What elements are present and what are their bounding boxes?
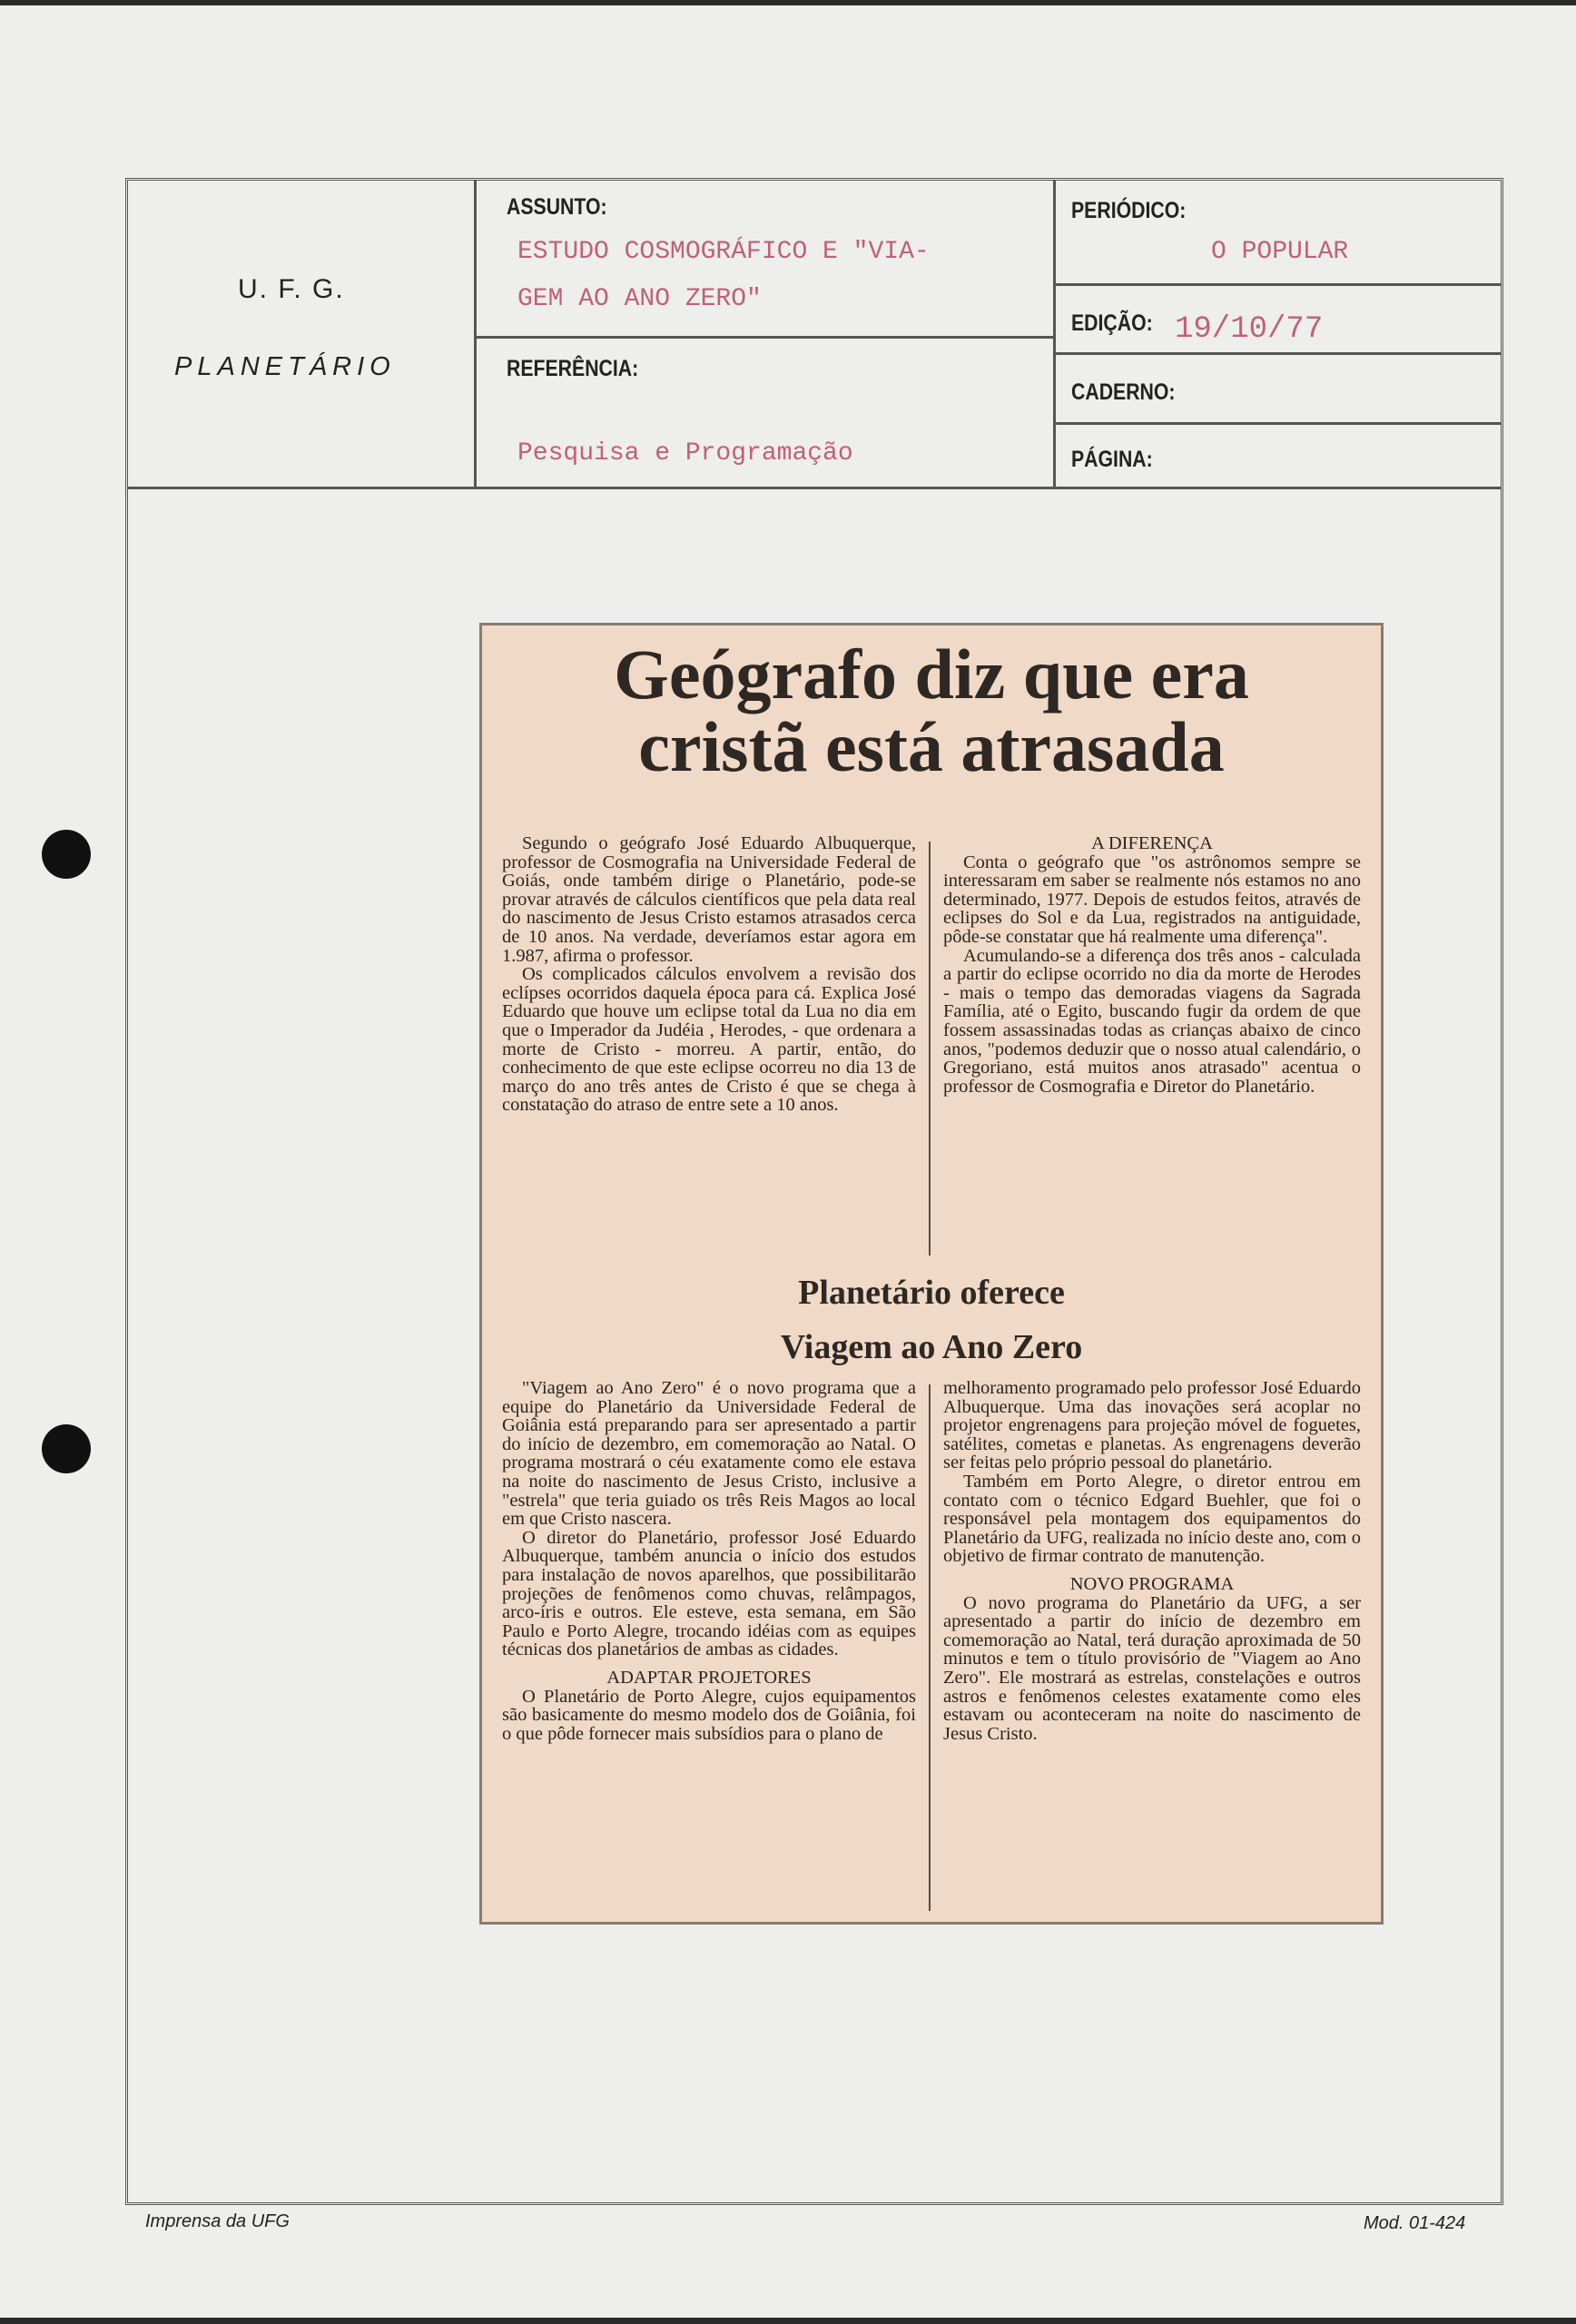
caderno-rule	[1056, 422, 1501, 425]
article-column-4	[943, 1379, 1361, 1743]
assunto-value-line1: ESTUDO COSMOGRÁFICO E "VIA-	[517, 238, 930, 266]
headline-line1: Geógrafo diz que era	[614, 635, 1249, 714]
pagina-label: PÁGINA:	[1071, 447, 1153, 472]
assunto-value-line2: GEM AO ANO ZERO"	[517, 285, 762, 313]
col4-paragraph-2: Também em Porto Alegre, o diretor entrou em contato com o técnico Edgard Buehler, que foi o responsável pela montagem dos equipamentos do Planetário da UFG, realizada no início deste ano, com o objetivo de firmar contrato de manutenção.	[943, 1471, 1361, 1567]
col4-paragraph-1: melhoramento programado pelo professor José Eduardo Albuquerque. Uma das inovações será acoplar no projetor engrenagens para projeção móvel de foguetes, satélites, cometas e planetas. As engrenagens deverão ser feitas pelo próprio pessoal do planetário.	[943, 1378, 1361, 1473]
header-divider-left	[474, 181, 477, 489]
article-column-3	[502, 1379, 916, 1743]
footer-printer: Imprensa da UFG	[145, 2211, 290, 2231]
col2-paragraph-1: Conta o geógrafo que "os astrônomos sempre se interessaram em saber se realmente nós estamos no ano determinado, 1977. Depois de estudos feitos, através de eclipses do Sol e da Lua, registrados na antiguidade, pôde-se constatar que há realmente uma diferença".	[943, 852, 1361, 947]
col3-subheading: ADAPTAR PROJETORES	[606, 1667, 812, 1688]
top-edge	[0, 0, 1576, 5]
header-bottom-rule	[128, 487, 1501, 489]
referencia-value: Pesquisa e Programação	[517, 439, 853, 468]
bottom-edge	[0, 2318, 1576, 2324]
newspaper-clipping	[479, 623, 1384, 1925]
headline-line2: cristã está atrasada	[638, 707, 1225, 786]
article-column-1	[502, 834, 916, 1115]
subheadline-line2: Viagem ao Ano Zero	[780, 1328, 1083, 1366]
header-divider-right	[1053, 181, 1056, 489]
referencia-label: REFERÊNCIA:	[507, 356, 639, 381]
col4-subheading: NOVO PROGRAMA	[1069, 1573, 1235, 1594]
col3-paragraph-1: "Viagem ao Ano Zero" é o novo programa que a equipe do Planetário da Universidade Federal de Goiânia está preparando para ser apresentado a partir do início de dezembro, em comemoração ao Natal. O programa mostrará o céu exatamente como ele estava na noite do nascimento de Jesus Cristo, inclusive a "estrela" que teria guiado os três Reis Magos ao local em que Cristo nascera.	[502, 1378, 916, 1530]
department-name: PLANETÁRIO	[174, 352, 396, 381]
footer-form-number: Mod. 01-424	[1364, 2213, 1466, 2233]
subheadline-line1: Planetário oferece	[798, 1274, 1065, 1312]
col3-paragraph-3: O Planetário de Porto Alegre, cujos equipamentos são basicamente do mesmo modelo dos de Goiânia, foi o que pôde fornecer mais subsídios para o plano de	[502, 1686, 916, 1744]
punch-hole-top	[42, 830, 91, 879]
col2-paragraph-2: Acumulando-se a diferença dos três anos - calculada a partir do eclipse ocorrido no dia da morte de Herodes - mais o tempo das demoradas viagens da Sagrada Família, até o Egito, buscando fugir da ordem de que fossem assassinadas todas as crianças abaixo de cinco anos, "podemos deduzir que o nosso atual calendário, o Gregoriano, está muitos anos atrasado" acentua o professor de Cosmografia e Diretor do Planetário.	[943, 945, 1361, 1097]
col1-paragraph-1: Segundo o geógrafo José Eduardo Albuquerque, professor de Cosmografia na Universidade Federal de Goiás, onde também dirige o Planetário, pode-se provar através de cálculos científicos que pela data real do nascimento de Jesus Cristo estamos atrasados cerca de 10 anos. Na verdade, deveríamos estar agora em 1.987, afirma o professor.	[502, 833, 916, 966]
column-rule-top	[929, 842, 931, 1256]
periodico-label: PERIÓDICO:	[1071, 198, 1187, 223]
edicao-rule	[1056, 352, 1501, 355]
col2-subheading: A DIFERENÇA	[1091, 833, 1213, 853]
edicao-value: 19/10/77	[1175, 312, 1324, 347]
punch-hole-bottom	[42, 1424, 91, 1473]
edicao-label: EDIÇÃO:	[1071, 310, 1153, 336]
col3-paragraph-2: O diretor do Planetário, professor José Eduardo Albuquerque, também anuncia o início dos estudos para instalação de novos aparelhos, que possibilitarão projeções de fenômenos como chuvas, relâmpagos, arco-íris e outros. Ele esteve, esta semana, em São Paulo e Porto Alegre, trocando idéias com as equipes técnicas dos planetários de ambas as cidades.	[502, 1527, 916, 1660]
assunto-rule	[477, 336, 1053, 339]
periodico-value: O POPULAR	[1211, 238, 1349, 266]
col4-paragraph-3: O novo programa do Planetário da UFG, a ser apresentado a partir do início de dezembro em comemoração ao Natal, terá duração aproximada de 50 minutos e tem o título provisório de "Viagem ao Ano Zero". Ele mostrará as estrelas, constelações e outros astros e fenômenos celestes exatamente como eles estavam ou aconteceram na noite do nascimento de Jesus Cristo.	[943, 1592, 1361, 1744]
article-column-2	[943, 834, 1361, 1096]
institution-name: U. F. G.	[238, 274, 345, 304]
periodico-rule	[1056, 283, 1501, 286]
col1-paragraph-2: Os complicados cálculos envolvem a revisão dos eclípses ocorridos daquela época para cá. Explica José Eduardo que houve um eclipse total da Lua no dia em que o Imperador da Judéia , Herodes, - que ordenara a morte de Cristo - morreu. A partir, então, do conhecimento de que este eclipse ocorreu no dia 13 de março do ano três antes de Cristo é que se chega à constatação do atraso de entre sete a 10 anos.	[502, 964, 916, 1116]
caderno-label: CADERNO:	[1071, 379, 1176, 405]
assunto-label: ASSUNTO:	[507, 194, 607, 220]
column-rule-bottom	[929, 1384, 931, 1911]
